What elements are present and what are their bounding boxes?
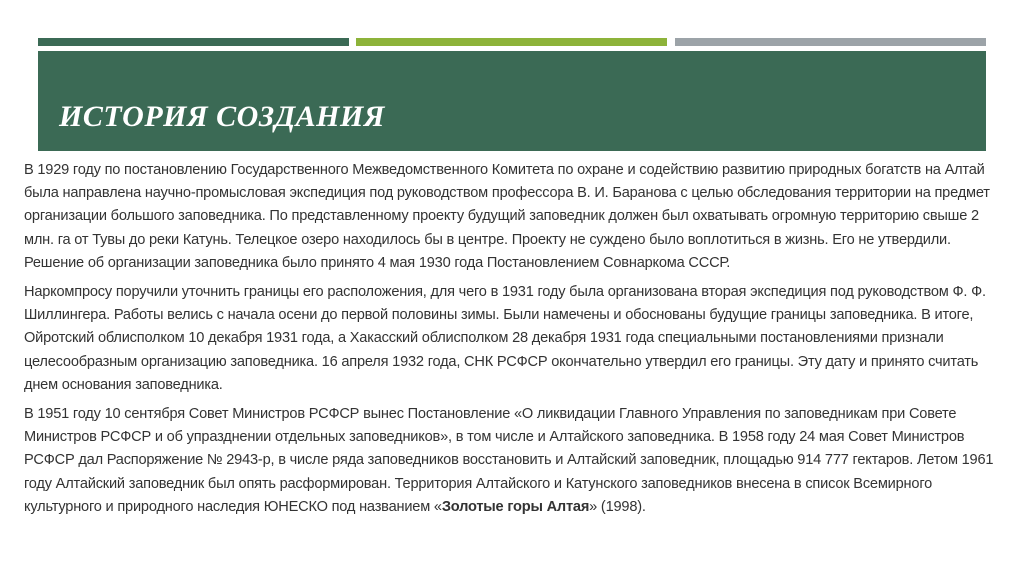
decorative-bar-gray: [675, 38, 986, 46]
body-paragraph-3: [24, 403, 996, 519]
body-paragraph-2: Наркомпросу поручили уточнить границы его расположения, для чего в 1931 году была организована вторая экспедиция под руководством Ф. Ф. Шиллингера. Работы велись с начала осени до первой половины зимы. Были намечены и обоснованы будущие границы заповедника. В итоге, Ойротский облисполком 10 декабря 1931 года, а Хакасский облисполком 28 декабря 1931 года специальными постановлениями признали целесообразным организацию заповедника. 16 апреля 1932 года, СНК РСФСР окончательно утвердил его границы. Эту дату и принято считать днем основания заповедника.: [24, 284, 986, 393]
title-band: [38, 51, 986, 151]
decorative-bar-light-green: [356, 38, 667, 46]
body-paragraph-1: В 1929 году по постановлению Государственного Межведомственного Комитета по охране и содействию развитию природных богатств на Алтай была направлена научно-промысловая экспедиция под руководством профессора В. И. Баранова с целью обследования территории на предмет организации большого заповедника. По представленному проекту будущий заповедник должен был охватывать огромную территорию свыше 2 млн. га от Тувы до реки Катунь. Телецкое озеро находилось бы в центре. Проекту не суждено было воплотиться в жизнь. Его не утвердили. Решение об организации заповедника было принято 4 мая 1930 года Постановлением Совнаркома СССР.: [24, 162, 990, 271]
paragraph-3-text-after: » (1998).: [589, 498, 646, 515]
unesco-site-name: Золотые горы Алтая: [441, 498, 590, 515]
paragraph-3-text-before: В 1951 году 10 сентября Совет Министров РСФСР вынес Постановление «О ликвидации Главного Управления по заповедникам при Совете Министров РСФСР и об упразднении отдельных заповедников», в том числе и Алтайского заповедника. В 1958 году 24 мая Совет Министров РСФСР дал Распоряжение № 2943-р, в числе ряда заповедников восстановить и Алтайский заповедник, площадью 914 777 гектаров. Летом 1961 году Алтайский заповедник был опять расформирован. Территория Алтайского и Катунского заповедников внесена в список Всемирного культурного и природного наследия ЮНЕСКО под названием «: [24, 406, 994, 515]
decorative-bar-dark-green: [38, 38, 349, 46]
slide-body: [24, 159, 996, 525]
slide-title: ИСТОРИЯ СОЗДАНИЯ: [59, 100, 385, 133]
